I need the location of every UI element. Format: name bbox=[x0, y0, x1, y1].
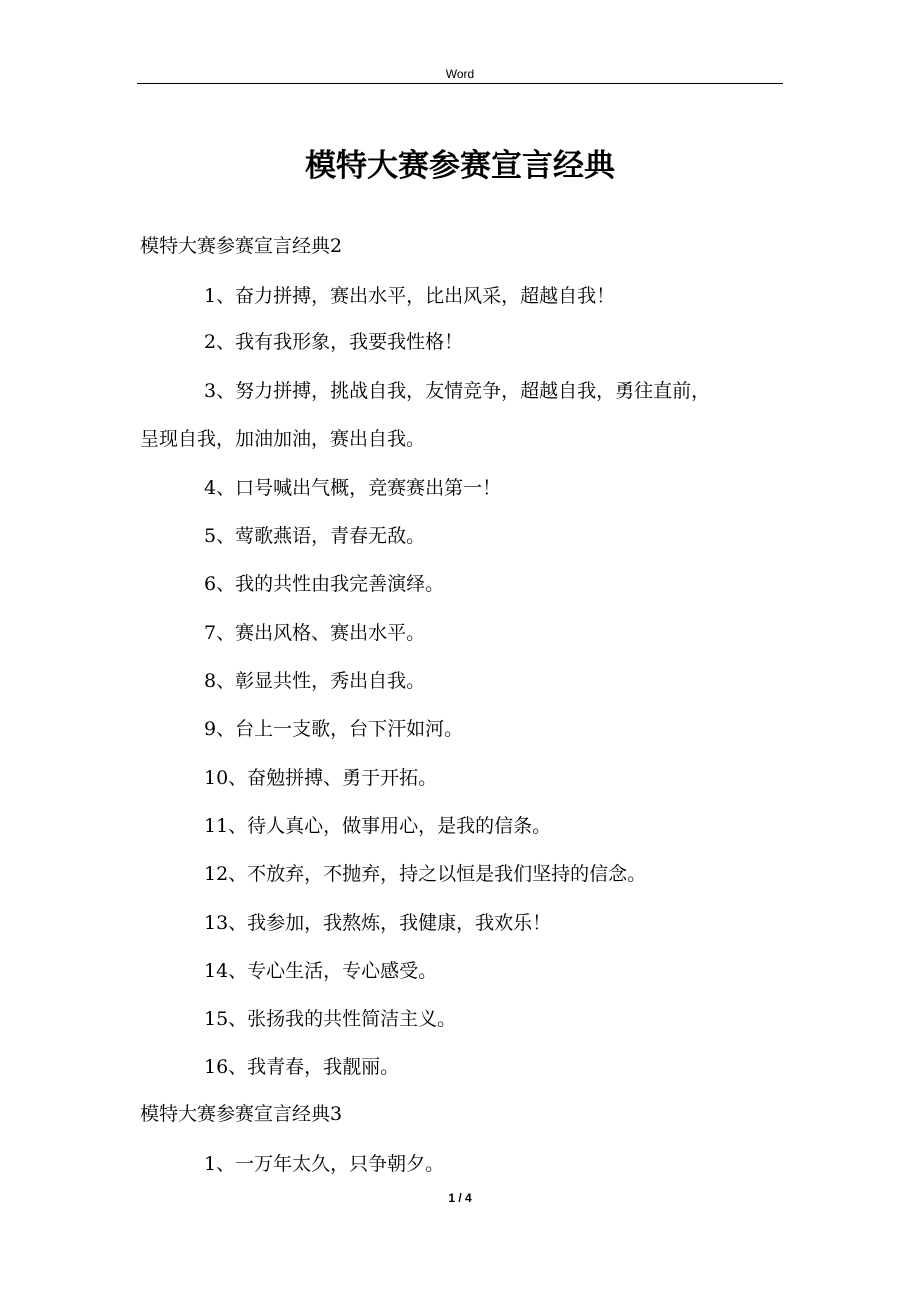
list-item: 15、张扬我的共性简洁主义。 bbox=[204, 1008, 457, 1030]
list-item: 5、莺歌燕语，青春无敌。 bbox=[204, 525, 426, 547]
list-item: 6、我的共性由我完善演绎。 bbox=[204, 573, 445, 595]
list-item: 13、我参加，我熬炼，我健康，我欢乐！ bbox=[204, 912, 552, 934]
list-item: 14、专心生活，专心感受。 bbox=[204, 960, 438, 982]
list-item-continuation: 呈现自我，加油加油，赛出自我。 bbox=[140, 428, 426, 450]
list-item: 10、奋勉拼搏、勇于开拓。 bbox=[204, 767, 438, 789]
document-title: 模特大赛参赛宣言经典 bbox=[305, 148, 615, 184]
section-heading: 模特大赛参赛宣言经典2 bbox=[140, 235, 343, 257]
list-item: 9、台上一支歌，台下汗如河。 bbox=[204, 718, 464, 740]
header-divider bbox=[137, 83, 783, 84]
list-item: 2、我有我形象，我要我性格！ bbox=[204, 331, 464, 353]
page-number: 1 / 4 bbox=[448, 1191, 472, 1205]
list-item: 1、奋力拼搏，赛出水平，比出风采，超越自我！ bbox=[204, 285, 616, 307]
page-header-text: Word bbox=[445, 67, 475, 81]
list-item: 3、努力拼搏，挑战自我，友情竞争，超越自我，勇往直前， bbox=[204, 380, 711, 402]
list-item: 16、我青春，我靓丽。 bbox=[204, 1056, 400, 1078]
section-heading: 模特大赛参赛宣言经典3 bbox=[140, 1103, 343, 1125]
list-item: 1、一万年太久，只争朝夕。 bbox=[204, 1153, 445, 1175]
list-item: 11、待人真心，做事用心，是我的信条。 bbox=[204, 815, 552, 837]
list-item: 12、不放弃，不抛弃，持之以恒是我们坚持的信念。 bbox=[204, 863, 647, 885]
list-item: 4、口号喊出气概，竞赛赛出第一！ bbox=[204, 477, 502, 499]
list-item: 8、彰显共性，秀出自我。 bbox=[204, 670, 426, 692]
list-item: 7、赛出风格、赛出水平。 bbox=[204, 622, 426, 644]
